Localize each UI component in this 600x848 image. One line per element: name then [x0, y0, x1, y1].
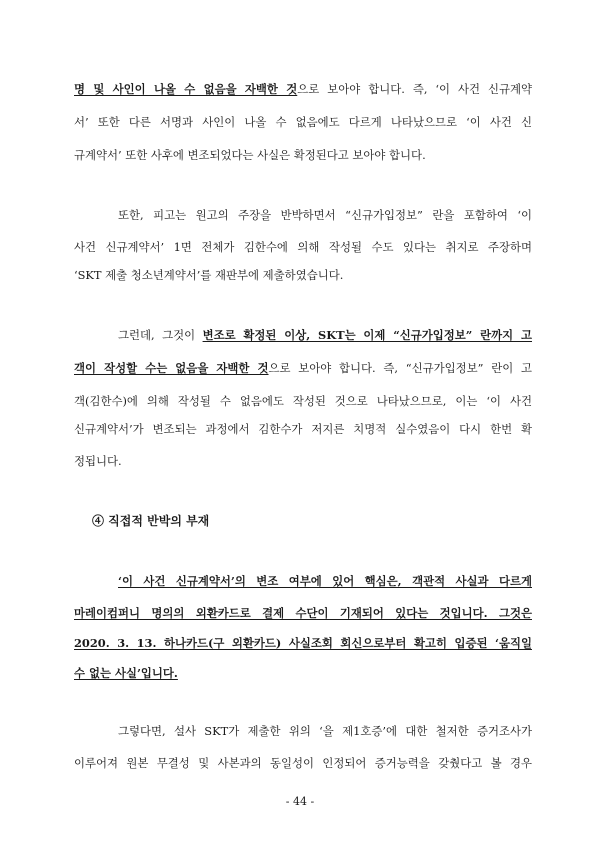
paragraph-5-line-1: 그렇다면, 설사 SKT가 제출한 위의 ‘을 제1호증’에 대한 철저한 증거조사가	[118, 724, 532, 738]
paragraph-1-line-1: 명 및 사인이 나올 수 없음을 자백한 것으로 보아야 합니다. 즉, ‘이 사건 신규계약	[74, 82, 532, 96]
paragraph-3-line-4: 신규계약서’가 변조되는 과정에서 김한수가 저지른 치명적 실수였음이 다시 한번 확	[74, 422, 532, 436]
paragraph-2-line-3: ‘SKT 제출 청소년계약서’를 재판부에 제출하였습니다.	[74, 268, 344, 282]
emphasis-confirmed-forgery: 변조로 확정된 이상, SKT는 이제 “신규가입정보” 란까지 고	[202, 328, 532, 342]
paragraph-3-line-2: 객이 작성할 수는 없음을 자백한 것으로 보아야 합니다. 즉, “신규가입정보” 란이 고	[74, 361, 532, 375]
paragraph-3-line-1: 그런데, 그것이 변조로 확정된 이상, SKT는 이제 “신규가입정보” 란까지 고	[118, 328, 532, 342]
paragraph-5-line-2: 이루어져 원본 무결성 및 사본과의 동일성이 인정되어 증거능력을 갖췄다고 볼 경우	[74, 756, 532, 770]
paragraph-4-line-1: ‘이 사건 신규계약서’의 변조 여부에 있어 핵심은, 객관적 사실과 다르게	[118, 574, 532, 588]
paragraph-4-line-3: 2020. 3. 13. 하나카드(구 외환카드) 사실조회 회신으로부터 확고히 입증된 ‘움직일	[74, 636, 532, 650]
paragraph-3-line-5: 정됩니다.	[74, 454, 122, 468]
section-heading: ④ 직접적 반박의 부재	[92, 514, 210, 528]
emphasis-admission: 명 및 사인이 나올 수 없음을 자백한 것	[74, 82, 298, 96]
paragraph-2-line-1: 또한, 피고는 원고의 주장을 반박하면서 “신규가입정보” 란을 포함하여 ‘이	[118, 208, 532, 222]
paragraph-3-line-3: 객(김한수)에 의해 작성될 수 없음에도 작성된 것으로 나타났으므로, 이는 ‘이 사건	[74, 394, 532, 408]
paragraph-1-line-2: 서’ 또한 다른 서명과 사인이 나올 수 없음에도 다르게 나타났으므로 ‘이 사건 신	[74, 115, 532, 129]
paragraph-4-line-4: 수 없는 사실’입니다.	[74, 666, 178, 680]
emphasis-customer-cannot-write: 객이 작성할 수는 없음을 자백한 것	[74, 361, 269, 375]
page-number: - 44 -	[285, 795, 315, 808]
paragraph-4-line-2: 마레이컴퍼니 명의의 외환카드로 결제 수단이 기재되어 있다는 것입니다. 그것은	[74, 606, 532, 620]
paragraph-2-line-2: 사건 신규계약서’ 1면 전체가 김한수에 의해 작성될 수도 있다는 취지로 주장하며	[74, 240, 532, 254]
paragraph-1-line-3: 규계약서’ 또한 사후에 변조되었다는 사실은 확정된다고 보아야 합니다.	[74, 148, 426, 162]
